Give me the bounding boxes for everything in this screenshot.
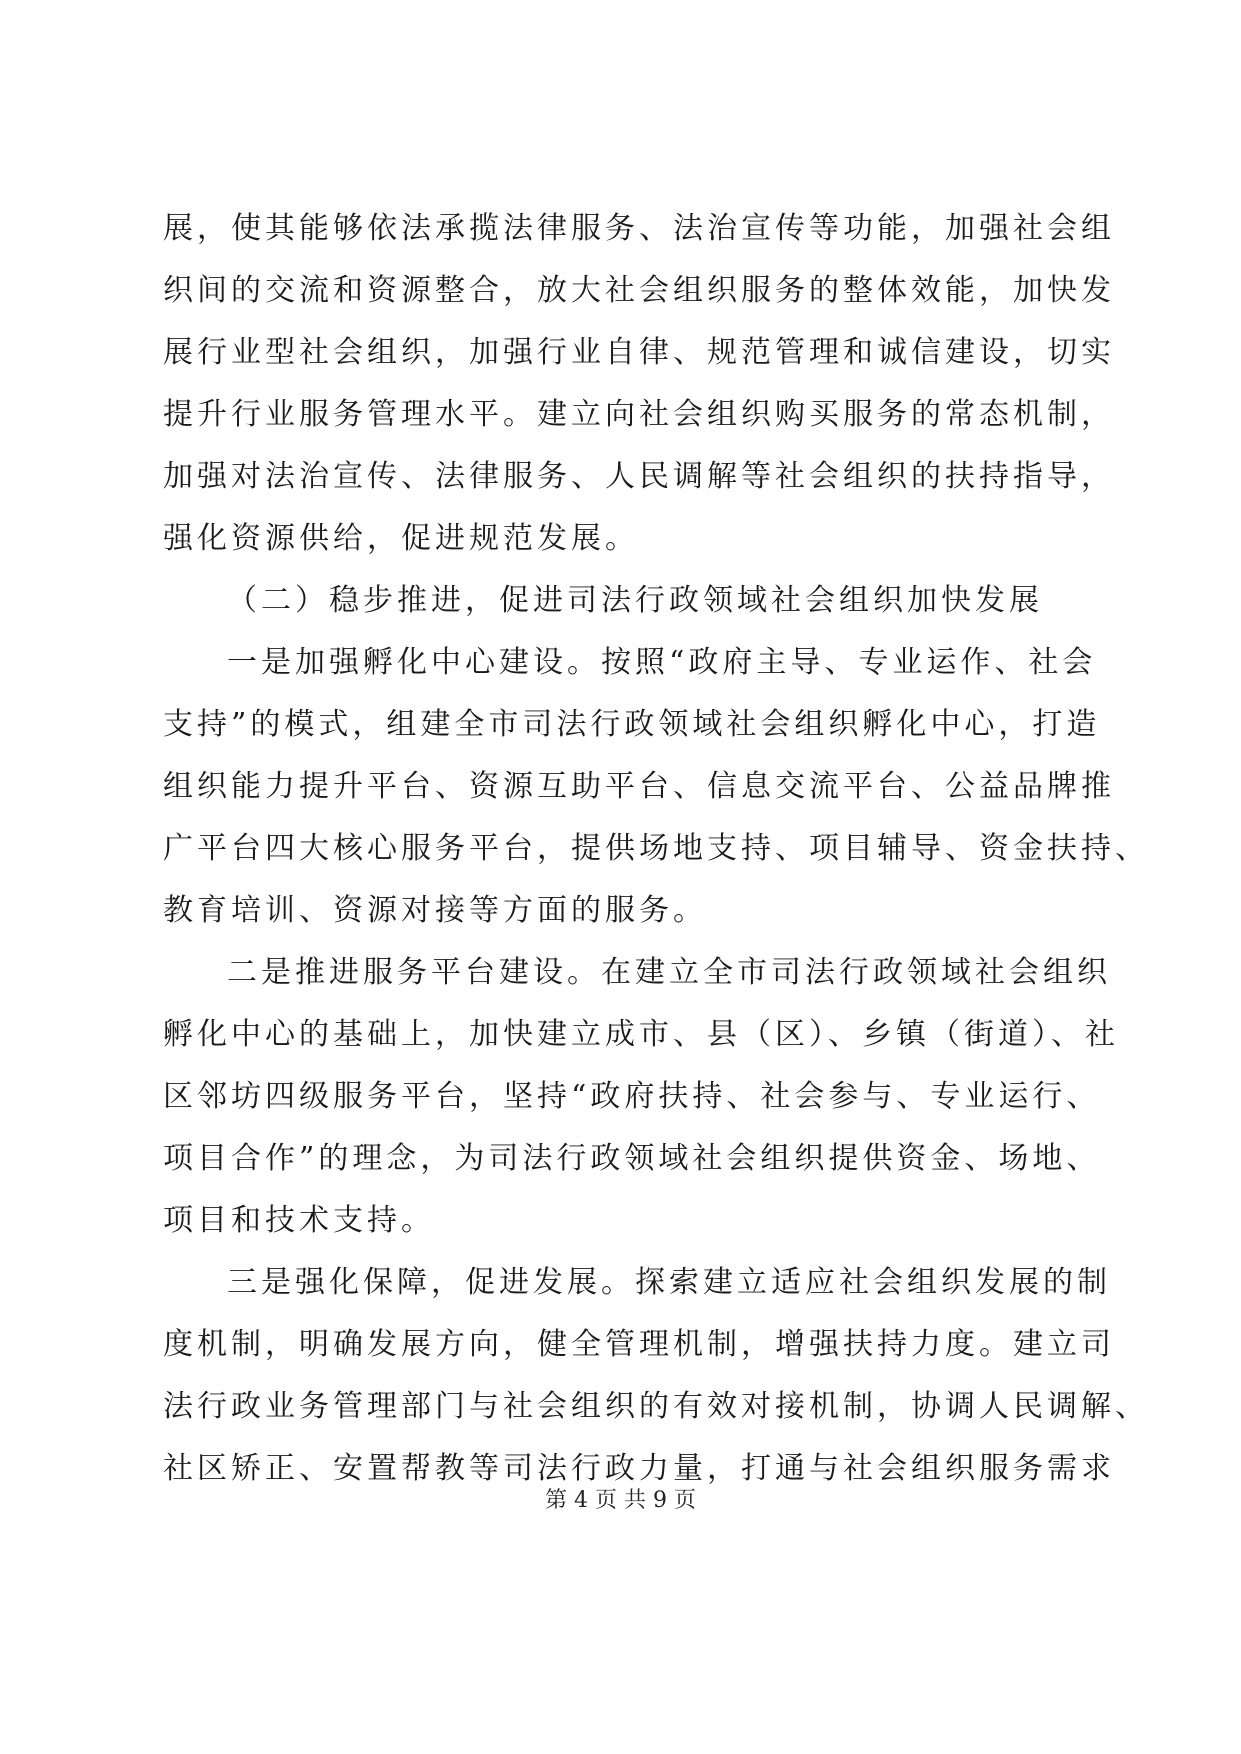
text-line: 项目合作”的理念，为司法行政领域社会组织提供资金、场地、	[163, 1141, 1101, 1176]
body-text	[163, 198, 1149, 1500]
text-line: 织间的交流和资源整合，放大社会组织服务的整体效能，加快发	[163, 273, 1115, 308]
text-line: 展，使其能够依法承揽法律服务、法治宣传等功能，加强社会组	[163, 211, 1115, 246]
text-line: 支持”的模式，组建全市司法行政领域社会组织孵化中心，打造	[163, 707, 1101, 742]
text-line: 二是推进服务平台建设。在建立全市司法行政领域社会组织	[227, 955, 1111, 990]
text-line: 教育培训、资源对接等方面的服务。	[163, 893, 707, 928]
text-line: 展行业型社会组织，加强行业自律、规范管理和诚信建设，切实	[163, 335, 1115, 370]
text-line: 三是强化保障，促进发展。探索建立适应社会组织发展的制	[227, 1265, 1111, 1300]
page-number-footer: 第 4 页 共 9 页	[545, 1488, 696, 1513]
text-line: 项目和技术支持。	[163, 1203, 435, 1238]
section-heading: （二）稳步推进，促进司法行政领域社会组织加快发展	[227, 583, 1043, 618]
text-line: 社区矫正、安置帮教等司法行政力量，打通与社会组织服务需求	[163, 1451, 1115, 1486]
text-line: 加强对法治宣传、法律服务、人民调解等社会组织的扶持指导，	[163, 459, 1115, 494]
text-line: 广平台四大核心服务平台，提供场地支持、项目辅导、资金扶持、	[163, 831, 1149, 866]
text-line: 区邻坊四级服务平台，坚持“政府扶持、社会参与、专业运行、	[163, 1079, 1101, 1114]
text-line: 孵化中心的基础上，加快建立成市、县（区）、乡镇（街道）、社	[163, 1017, 1119, 1052]
text-line: 组织能力提升平台、资源互助平台、信息交流平台、公益品牌推	[163, 769, 1115, 804]
text-line: 法行政业务管理部门与社会组织的有效对接机制，协调人民调解、	[163, 1389, 1149, 1424]
text-line: 一是加强孵化中心建设。按照“政府主导、专业运作、社会	[227, 645, 1097, 680]
text-line: 提升行业服务管理水平。建立向社会组织购买服务的常态机制，	[163, 397, 1115, 432]
text-line: 强化资源供给，促进规范发展。	[163, 521, 639, 556]
text-line: 度机制，明确发展方向，健全管理机制，增强扶持力度。建立司	[163, 1327, 1115, 1362]
